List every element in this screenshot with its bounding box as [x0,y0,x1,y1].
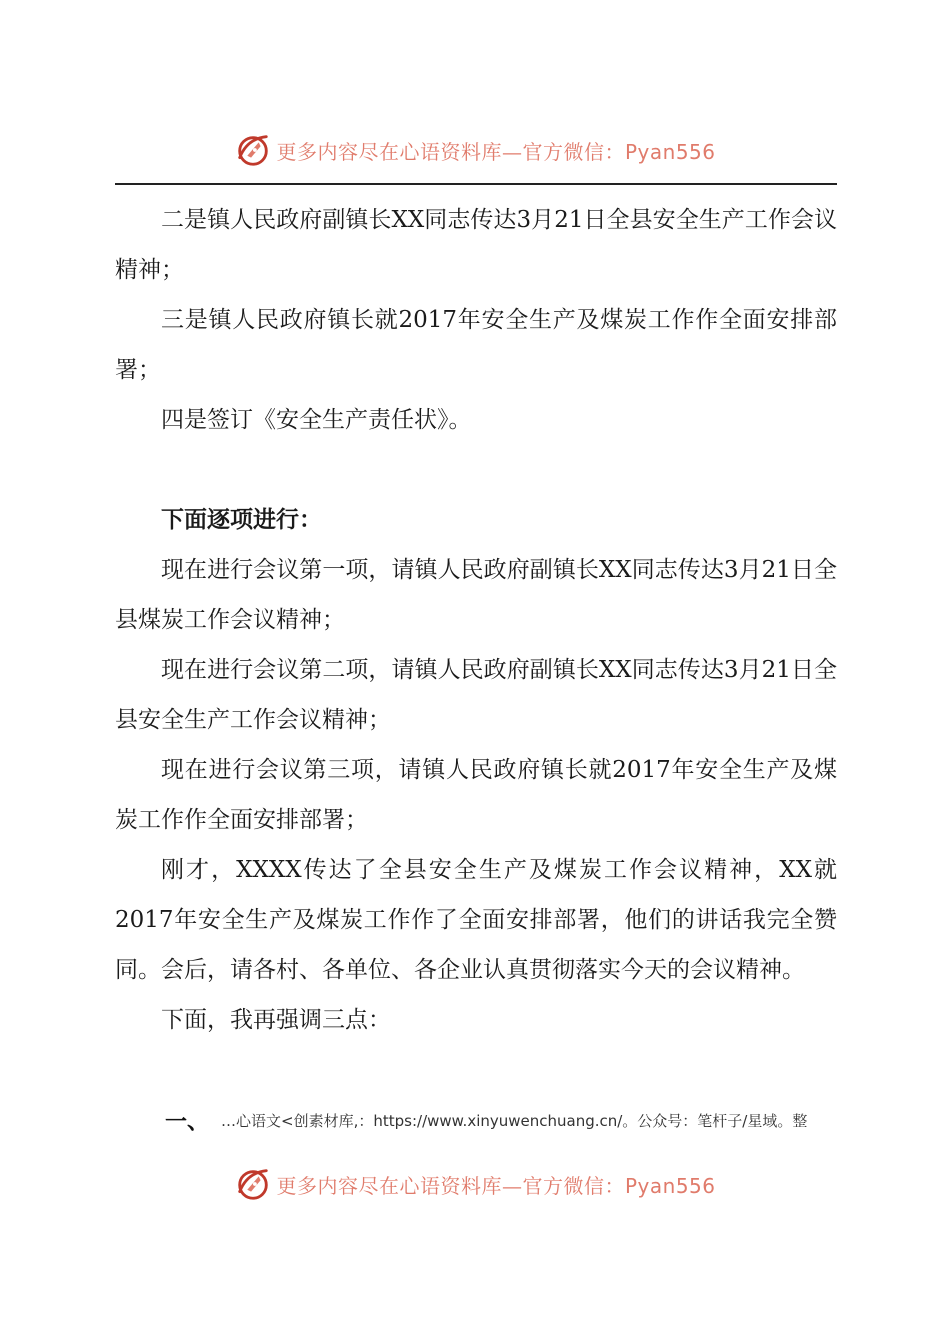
paragraph-item-2: 二是镇人民政府副镇长XX同志传达3月21日全县安全生产工作会议精神； [115,207,837,283]
header-banner-label: 更多内容尽在心语资料库—官方微信： [276,139,625,164]
header-rule [115,183,837,185]
document-body [115,195,837,1045]
header-banner-text [276,136,715,165]
paragraph-item-4: 四是签订《安全生产责任状》。 [161,407,472,433]
header-banner [0,128,950,172]
footer-banner-label: 更多内容尽在心语资料库—官方微信： [276,1173,625,1198]
pen-nib-logo-icon [234,131,272,169]
header-banner-handle: Pyan556 [624,139,716,164]
footnote-text: …心语文<创素材库,：https://www.xinyuwenchuang.cn/。公众号：笔杆子/星域。整 [221,1111,808,1130]
footer-banner [0,1162,950,1206]
agenda-item-3: 现在进行会议第三项，请镇人民政府镇长就2017年安全生产及煤炭工作作全面安排部署； [115,757,837,833]
footer-banner-handle: Pyan556 [624,1173,716,1198]
blank-line [115,445,837,495]
footnote-number: 一、 [165,1109,210,1134]
summary-paragraph: 刚才，XXXX传达了全县安全生产及煤炭工作会议精神，XX就2017年安全生产及煤炭工作作了全面安排部署，他们的讲话我完全赞同。会后，请各村、各单位、各企业认真贯彻落实今天的会议精神。 [115,857,837,983]
paragraph-item-3: 三是镇人民政府镇长就2017年安全生产及煤炭工作作全面安排部署； [115,307,837,383]
emphasis-intro: 下面，我再强调三点： [161,1007,391,1033]
section-heading: 下面逐项进行： [161,507,322,533]
footnote-line [165,1106,837,1134]
footer-banner-text [276,1170,715,1199]
agenda-item-1: 现在进行会议第一项，请镇人民政府副镇长XX同志传达3月21日全县煤炭工作会议精神； [115,557,837,633]
pen-nib-logo-icon [234,1165,272,1203]
agenda-item-2: 现在进行会议第二项，请镇人民政府副镇长XX同志传达3月21日全县安全生产工作会议精神； [115,657,837,733]
